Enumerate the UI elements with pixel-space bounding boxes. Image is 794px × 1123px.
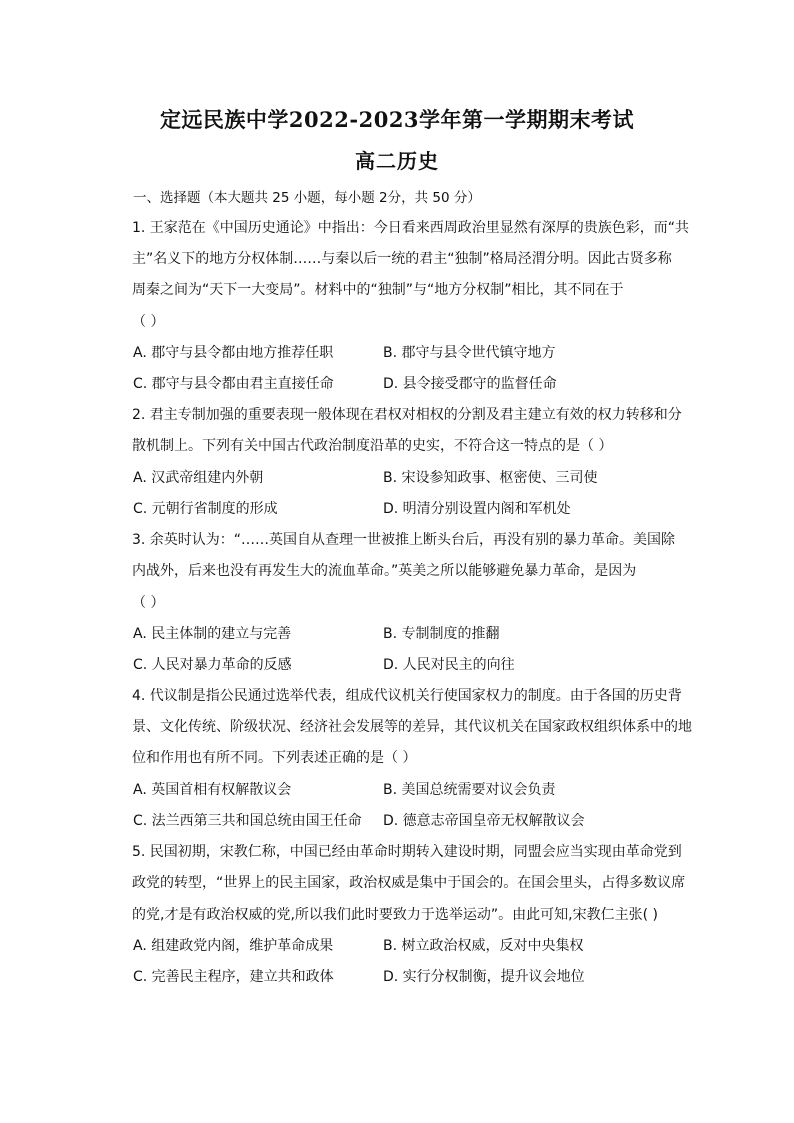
option-c: C. 法兰西第三共和国总统由国王任命 xyxy=(133,813,362,829)
option-c: C. 人民对暴力革命的反感 xyxy=(133,657,292,673)
question-line: 1. 王家范在《中国历史通论》中指出：今日看来西周政治里显然有深厚的贵族色彩，而“共 xyxy=(132,220,690,236)
option-a: A. 郡守与县令都由地方推荐任职 xyxy=(133,345,334,361)
question-line: 2. 君主专制加强的重要表现一般体现在君权对相权的分割及君主建立有效的权力转移和分 xyxy=(132,407,682,423)
option-a: A. 民主体制的建立与完善 xyxy=(133,626,292,642)
question-line: 5. 民国初期，宋教仁称，中国已经由革命时期转入建设时期，同盟会应当实现由革命党到 xyxy=(132,844,682,860)
option-a: A. 汉武帝组建内外朝 xyxy=(133,470,264,486)
option-d: D. 人民对民主的向往 xyxy=(383,657,515,673)
option-b: B. 美国总统需要对议会负责 xyxy=(383,782,556,798)
question-line: 政党的转型，“世界上的民主国家，政治权威是集中于国会的。在国会里头，占得多数议席 xyxy=(132,875,686,891)
option-d: D. 明清分别设置内阁和军机处 xyxy=(383,501,571,517)
option-c: C. 元朝行省制度的形成 xyxy=(133,501,278,517)
answer-blank: （ ） xyxy=(132,595,165,611)
option-c: C. 郡守与县令都由君主直接任命 xyxy=(133,376,334,392)
answer-blank: （ ） xyxy=(132,314,165,330)
option-d: D. 县令接受郡守的监督任命 xyxy=(383,376,557,392)
option-c: C. 完善民主程序，建立共和政体 xyxy=(133,969,334,985)
section-heading: 一、选择题（本大题共 25 小题，每小题 2分，共 50 分） xyxy=(133,190,481,206)
option-b: B. 专制制度的推翻 xyxy=(383,626,500,642)
option-b: B. 树立政治权威，反对中央集权 xyxy=(383,938,584,954)
question-line: 的党,才是有政治权威的党,所以我们此时要致力于选举运动”。由此可知,宋教仁主张( ) xyxy=(132,907,658,923)
option-a: A. 英国首相有权解散议会 xyxy=(133,782,292,798)
question-line: 周秦之间为“天下一大变局”。材料中的“独制”与“地方分权制”相比，其不同在于 xyxy=(132,282,624,298)
option-d: D. 德意志帝国皇帝无权解散议会 xyxy=(383,813,585,829)
question-line: 景、文化传统、阶级状况、经济社会发展等的差异，其代议机关在国家政权组织体系中的地 xyxy=(132,719,692,735)
question-line: 内战外，后来也没有再发生大的流血革命。”英美之所以能够避免暴力革命，是因为 xyxy=(132,563,637,579)
option-b: B. 宋设参知政事、枢密使、三司使 xyxy=(383,470,598,486)
question-line: 3. 余英时认为：“……英国自从查理一世被推上断头台后，再没有别的暴力革命。美国除 xyxy=(132,532,676,548)
option-a: A. 组建政党内阁，维护革命成果 xyxy=(133,938,334,954)
exam-subject: 高二历史 xyxy=(355,149,439,173)
question-line: 散机制上。下列有关中国古代政治制度沿革的史实，不符合这一特点的是（ ） xyxy=(132,438,613,454)
question-line: 位和作用也有所不同。下列表述正确的是（ ） xyxy=(132,750,417,766)
option-b: B. 郡守与县令世代镇守地方 xyxy=(383,345,556,361)
option-d: D. 实行分权制衡，提升议会地位 xyxy=(383,969,585,985)
question-line: 主”名义下的地方分权体制……与秦以后一统的君主“独制”格局泾渭分明。因此古贤多称 xyxy=(132,251,672,267)
exam-title: 定远民族中学2022-2023学年第一学期期末考试 xyxy=(159,107,635,132)
question-line: 4. 代议制是指公民通过选举代表，组成代议机关行使国家权力的制度。由于各国的历史背 xyxy=(132,688,682,704)
